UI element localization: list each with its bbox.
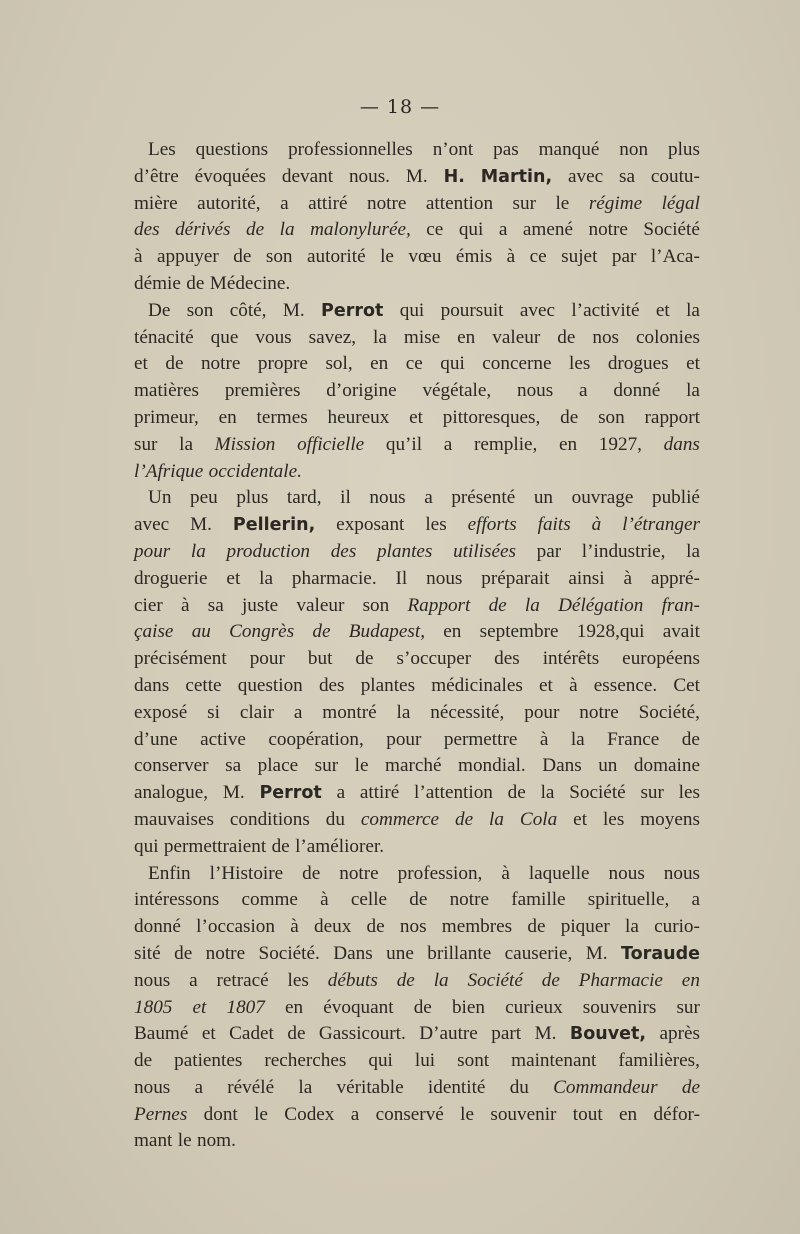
text-line: nous a retracé les débuts de la Société de Pharmacie en	[134, 969, 700, 991]
text-line: qui permettraient de l’améliorer.	[134, 835, 385, 857]
text-line: De son côté, M. Perrot qui poursuit avec l’activité et la	[148, 299, 700, 321]
text-line: cier à sa juste valeur son Rapport de la Délégation fran-	[134, 594, 700, 616]
text-line: Les questions professionnelles n’ont pas manqué non plus	[148, 139, 700, 160]
text-line: intéressons comme à celle de notre famille spirituelle, a	[134, 889, 700, 911]
text-line: droguerie et la pharmacie. Il nous préparait ainsi à appré-	[134, 567, 700, 589]
text-line: sur la Mission officielle qu’il a remplie, en 1927, dans	[134, 433, 700, 455]
text-line: l’Afrique occidentale.	[134, 460, 302, 482]
text-line: précisément pour but de s’occuper des intérêts européens	[134, 648, 700, 670]
text-line: sité de notre Société. Dans une brillante causerie, M. Toraude	[134, 942, 700, 964]
text-line: ténacité que vous savez, la mise en valeur de nos colonies	[134, 326, 700, 348]
text-line: nous a révélé la véritable identité du Commandeur de	[134, 1076, 700, 1098]
text-line: Un peu plus tard, il nous a présenté un ouvrage publié	[148, 487, 700, 509]
text-line: de patientes recherches qui lui sont maintenant familières,	[134, 1050, 700, 1072]
text-line: d’une active coopération, pour permettre à la France de	[134, 728, 700, 750]
text-line: Baumé et Cadet de Gassicourt. D’autre part M. Bouvet, après	[134, 1023, 700, 1045]
text-line: dans cette question des plantes médicinales et à essence. Cet	[134, 674, 700, 696]
text-line: primeur, en termes heureux et pittoresques, de son rapport	[134, 406, 700, 428]
page-number: — 18 —	[359, 96, 441, 118]
text-line: çaise au Congrès de Budapest, en septembre 1928,qui avait	[134, 621, 700, 643]
paragraph	[134, 485, 700, 860]
text-line: donné l’occasion à deux de nos membres de piquer la curio-	[134, 916, 700, 938]
paragraph	[134, 298, 700, 486]
text-line: mière autorité, a attiré notre attention sur le régime légal	[134, 192, 700, 214]
text-line: avec M. Pellerin, exposant les efforts faits à l’étranger	[134, 514, 700, 536]
text-line: exposé si clair a montré la nécessité, pour notre Société,	[134, 701, 700, 723]
text-line: mant le nom.	[134, 1130, 236, 1152]
text-line: démie de Médecine.	[134, 272, 291, 294]
text-line: Pernes dont le Codex a conservé le souvenir tout en défor-	[134, 1103, 700, 1125]
text-line: des dérivés de la malonylurée, ce qui a amené notre Société	[134, 219, 700, 241]
text-line: matières premières d’origine végétale, nous a donné la	[134, 380, 700, 402]
text-line: à appuyer de son autorité le vœu émis à ce sujet par l’Aca-	[134, 246, 700, 268]
text-line: Enfin l’Histoire de notre profession, à laquelle nous nous	[148, 862, 700, 884]
paragraph	[134, 861, 700, 1156]
text-line: 1805 et 1807 en évoquant de bien curieux souvenirs sur	[134, 996, 700, 1018]
paragraph	[134, 137, 700, 298]
text-line: pour la production des plantes utilisées par l’industrie, la	[134, 540, 700, 562]
text-line: et de notre propre sol, en ce qui concerne les drogues et	[134, 353, 700, 375]
text-line: conserver sa place sur le marché mondial. Dans un domaine	[134, 755, 700, 777]
text-line: d’être évoquées devant nous. M. H. Martin, avec sa coutu-	[134, 165, 700, 187]
text-line: analogue, M. Perrot a attiré l’attention de la Société sur les	[134, 782, 700, 804]
text-line: mauvaises conditions du commerce de la Cola et les moyens	[134, 808, 700, 830]
body-text	[134, 137, 700, 1155]
